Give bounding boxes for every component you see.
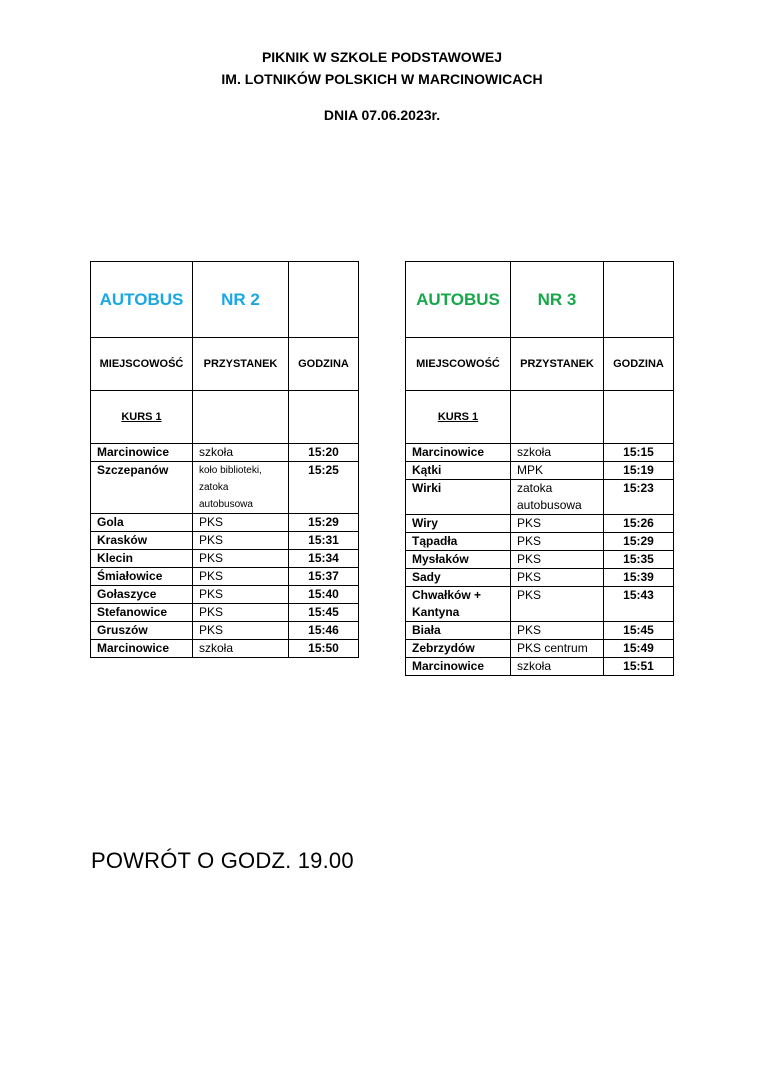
return-time-note: POWRÓT O GODZ. 19.00 bbox=[91, 848, 354, 873]
stop-place: Tąpadła bbox=[406, 533, 511, 551]
stop-stop: szkoła bbox=[193, 444, 289, 462]
stop-stop: PKS bbox=[511, 533, 604, 551]
stop-time: 15:50 bbox=[289, 640, 359, 658]
stop-stop: PKS bbox=[193, 568, 289, 586]
schedule-row bbox=[91, 586, 359, 604]
stop-place: Stefanowice bbox=[91, 604, 193, 622]
stop-place: Szczepanów bbox=[91, 462, 193, 514]
stop-place: Gruszów bbox=[91, 622, 193, 640]
stop-time: 15:39 bbox=[604, 569, 674, 587]
schedule-row bbox=[406, 640, 674, 658]
bus-2-col-place: MIEJSCOWOŚĆ bbox=[91, 338, 193, 391]
stop-stop: PKS bbox=[511, 569, 604, 587]
schedule-row bbox=[406, 444, 674, 462]
stop-stop: PKS bbox=[193, 586, 289, 604]
bus-2-col-time: GODZINA bbox=[289, 338, 359, 391]
stop-stop: zatoka autobusowa bbox=[511, 480, 604, 515]
stop-place: Marcinowice bbox=[406, 444, 511, 462]
stop-time: 15:23 bbox=[604, 480, 674, 515]
stop-time: 15:25 bbox=[289, 462, 359, 514]
stop-time: 15:15 bbox=[604, 444, 674, 462]
bus-3-course-empty-stop bbox=[511, 391, 604, 444]
stop-stop: MPK bbox=[511, 462, 604, 480]
bus-3-label: AUTOBUS bbox=[406, 262, 511, 338]
event-date: DNIA 07.06.2023r. bbox=[323, 107, 441, 123]
stop-place: Marcinowice bbox=[91, 444, 193, 462]
stop-stop: PKS bbox=[193, 532, 289, 550]
stop-stop: PKS bbox=[193, 550, 289, 568]
bus-3-course-empty-time bbox=[604, 391, 674, 444]
stop-time: 15:51 bbox=[604, 658, 674, 676]
bus-3-schedule-table bbox=[405, 261, 674, 676]
stop-time: 15:29 bbox=[604, 533, 674, 551]
stop-stop: szkoła bbox=[511, 658, 604, 676]
bus-3-course bbox=[406, 391, 511, 444]
bus-3-number: NR 3 bbox=[511, 262, 604, 338]
schedule-row bbox=[406, 551, 674, 569]
schedule-row bbox=[91, 462, 359, 514]
bus-2-rows bbox=[91, 444, 359, 658]
bus-3-col-time: GODZINA bbox=[604, 338, 674, 391]
stop-place: Biała bbox=[406, 622, 511, 640]
stop-time: 15:34 bbox=[289, 550, 359, 568]
stop-time: 15:37 bbox=[289, 568, 359, 586]
bus-3-rows bbox=[406, 444, 674, 676]
stop-stop: PKS bbox=[193, 514, 289, 532]
stop-stop: koło biblioteki, zatoka autobusowa bbox=[193, 462, 289, 514]
bus-3-course-label: KURS 1 bbox=[437, 410, 479, 423]
bus-2-empty-cell bbox=[289, 262, 359, 338]
stop-place: Zebrzydów bbox=[406, 640, 511, 658]
stop-place: Mysłaków bbox=[406, 551, 511, 569]
bus-3-empty-cell bbox=[604, 262, 674, 338]
bus-2-col-stop: PRZYSTANEK bbox=[193, 338, 289, 391]
stop-place: Marcinowice bbox=[91, 640, 193, 658]
stop-stop: PKS bbox=[511, 587, 604, 622]
stop-stop: PKS centrum bbox=[511, 640, 604, 658]
schedule-row bbox=[406, 569, 674, 587]
bus-2-course-label: KURS 1 bbox=[121, 410, 162, 423]
bus-2-schedule-table bbox=[90, 261, 359, 658]
stop-stop: szkoła bbox=[511, 444, 604, 462]
stop-stop: PKS bbox=[193, 622, 289, 640]
stop-time: 15:46 bbox=[289, 622, 359, 640]
stop-stop: PKS bbox=[511, 515, 604, 533]
stop-stop: PKS bbox=[511, 551, 604, 569]
stop-place: Wirki bbox=[406, 480, 511, 515]
stop-place: Śmiałowice bbox=[91, 568, 193, 586]
bus-2-course-empty-stop bbox=[193, 391, 289, 444]
schedule-row bbox=[91, 532, 359, 550]
schedule-row bbox=[406, 480, 674, 515]
stop-time: 15:31 bbox=[289, 532, 359, 550]
stop-stop: szkoła bbox=[193, 640, 289, 658]
bus-2-label: AUTOBUS bbox=[91, 262, 193, 338]
schedule-row bbox=[91, 444, 359, 462]
stop-time: 15:19 bbox=[604, 462, 674, 480]
stop-place: Klecin bbox=[91, 550, 193, 568]
stop-time: 15:45 bbox=[604, 622, 674, 640]
schedule-row bbox=[91, 640, 359, 658]
stop-time: 15:49 bbox=[604, 640, 674, 658]
schedule-row bbox=[91, 514, 359, 532]
schedule-row bbox=[406, 515, 674, 533]
stop-time: 15:35 bbox=[604, 551, 674, 569]
bus-2-course-empty-time bbox=[289, 391, 359, 444]
schedule-row bbox=[406, 533, 674, 551]
stop-place: Wiry bbox=[406, 515, 511, 533]
bus-3-col-place: MIEJSCOWOŚĆ bbox=[406, 338, 511, 391]
stop-time: 15:45 bbox=[289, 604, 359, 622]
stop-time: 15:43 bbox=[604, 587, 674, 622]
stop-place: Krasków bbox=[91, 532, 193, 550]
stop-time: 15:26 bbox=[604, 515, 674, 533]
stop-time: 15:29 bbox=[289, 514, 359, 532]
stop-place: Marcinowice bbox=[406, 658, 511, 676]
bus-3-col-stop: PRZYSTANEK bbox=[511, 338, 604, 391]
stop-stop: PKS bbox=[511, 622, 604, 640]
schedule-row bbox=[406, 622, 674, 640]
stop-stop: PKS bbox=[193, 604, 289, 622]
title-line-2: IM. LOTNIKÓW POLSKICH W MARCINOWICACH bbox=[221, 71, 543, 87]
stop-place: Kątki bbox=[406, 462, 511, 480]
stop-time: 15:20 bbox=[289, 444, 359, 462]
title-line-1: PIKNIK W SZKOLE PODSTAWOWEJ bbox=[261, 49, 503, 65]
bus-2-course bbox=[91, 391, 193, 444]
stop-place: Gola bbox=[91, 514, 193, 532]
schedule-row bbox=[91, 568, 359, 586]
schedule-row bbox=[406, 587, 674, 622]
stop-time: 15:40 bbox=[289, 586, 359, 604]
schedule-row bbox=[91, 622, 359, 640]
stop-place: Gołaszyce bbox=[91, 586, 193, 604]
bus-2-number: NR 2 bbox=[193, 262, 289, 338]
stop-place: Chwałków + Kantyna bbox=[406, 587, 511, 622]
schedule-row bbox=[406, 658, 674, 676]
schedule-row bbox=[91, 604, 359, 622]
schedule-row bbox=[406, 462, 674, 480]
schedule-row bbox=[91, 550, 359, 568]
stop-place: Sady bbox=[406, 569, 511, 587]
